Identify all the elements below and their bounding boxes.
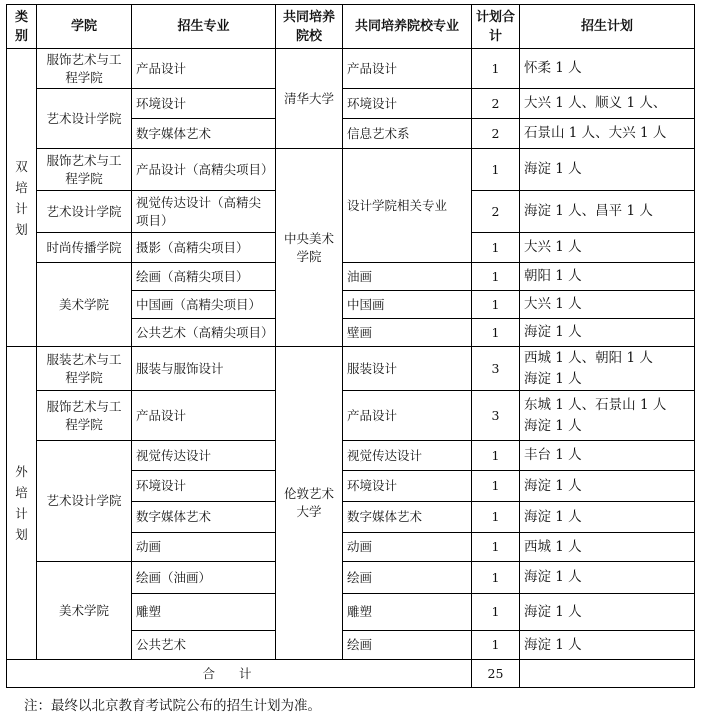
header-major: 招生专业 — [132, 5, 276, 49]
header-partner-school: 共同培养院校 — [276, 5, 343, 49]
major-cell: 产品设计 — [132, 391, 276, 441]
partner-major-cell: 数字媒体艺术 — [343, 502, 472, 533]
plan-cell: 海淀 1 人 — [520, 149, 695, 191]
total-cell: 1 — [472, 533, 520, 562]
total-cell: 2 — [472, 191, 520, 233]
major-cell: 产品设计（高精尖项目） — [132, 149, 276, 191]
total-cell: 1 — [472, 291, 520, 319]
plan-cell: 大兴 1 人 — [520, 291, 695, 319]
major-cell: 绘画（油画） — [132, 562, 276, 594]
major-cell: 服装与服饰设计 — [132, 347, 276, 391]
grand-total: 25 — [472, 660, 520, 688]
major-cell: 摄影（高精尖项目） — [132, 233, 276, 263]
total-cell: 1 — [472, 263, 520, 291]
major-cell: 视觉传达设计（高精尖项目） — [132, 191, 276, 233]
plan-cell: 西城 1 人 — [520, 533, 695, 562]
total-cell: 1 — [472, 149, 520, 191]
total-cell: 1 — [472, 562, 520, 594]
major-cell: 数字媒体艺术 — [132, 502, 276, 533]
plan-cell: 海淀 1 人 — [520, 502, 695, 533]
table-row — [7, 89, 695, 119]
partner-major-cell: 产品设计 — [343, 49, 472, 89]
plan-cell: 东城 1 人、石景山 1 人 海淀 1 人 — [520, 391, 695, 441]
total-cell: 1 — [472, 471, 520, 502]
college-cell: 服饰艺术与工程学院 — [37, 391, 132, 441]
table-row — [7, 263, 695, 291]
college-cell: 美术学院 — [37, 263, 132, 347]
plan-cell: 海淀 1 人、昌平 1 人 — [520, 191, 695, 233]
partner-major-cell: 中国画 — [343, 291, 472, 319]
plan-cell: 石景山 1 人、大兴 1 人 — [520, 119, 695, 149]
partner-major-cell: 环境设计 — [343, 471, 472, 502]
total-cell: 3 — [472, 391, 520, 441]
plan-cell: 西城 1 人、朝阳 1 人 海淀 1 人 — [520, 347, 695, 391]
partner-major-cell: 视觉传达设计 — [343, 441, 472, 471]
college-cell: 艺术设计学院 — [37, 441, 132, 562]
major-cell: 绘画（高精尖项目） — [132, 263, 276, 291]
grand-total-plan — [520, 660, 695, 688]
total-cell: 1 — [472, 594, 520, 631]
partner-major-cell: 绘画 — [343, 631, 472, 660]
table-row — [7, 562, 695, 594]
major-cell: 数字媒体艺术 — [132, 119, 276, 149]
plan-cell: 海淀 1 人 — [520, 319, 695, 347]
table-row — [7, 49, 695, 89]
total-cell: 1 — [472, 631, 520, 660]
footnote: 注：最终以北京教育考试院公布的招生计划为准。 — [24, 698, 321, 714]
major-cell: 公共艺术 — [132, 631, 276, 660]
plan-cell: 海淀 1 人 — [520, 594, 695, 631]
total-cell: 1 — [472, 233, 520, 263]
college-cell: 艺术设计学院 — [37, 89, 132, 149]
plan-cell: 怀柔 1 人 — [520, 49, 695, 89]
category-external: 外培计划 — [7, 347, 37, 660]
plan-cell: 海淀 1 人 — [520, 562, 695, 594]
partner-school-cell: 中央美术学院 — [276, 149, 343, 347]
total-label: 合计 — [7, 660, 472, 688]
enrollment-plan-table — [6, 4, 695, 688]
total-cell: 3 — [472, 347, 520, 391]
plan-cell: 大兴 1 人 — [520, 233, 695, 263]
partner-major-cell: 产品设计 — [343, 391, 472, 441]
header-college: 学院 — [37, 5, 132, 49]
partner-major-cell: 动画 — [343, 533, 472, 562]
category-dual: 双培计划 — [7, 49, 37, 347]
total-cell: 1 — [472, 49, 520, 89]
plan-cell: 海淀 1 人 — [520, 631, 695, 660]
table-row — [7, 347, 695, 391]
college-cell: 美术学院 — [37, 562, 132, 660]
major-cell: 环境设计 — [132, 89, 276, 119]
total-cell: 2 — [472, 89, 520, 119]
partner-major-cell: 信息艺术系 — [343, 119, 472, 149]
plan-cell: 大兴 1 人、顺义 1 人、 — [520, 89, 695, 119]
total-cell: 1 — [472, 441, 520, 471]
partner-major-cell: 壁画 — [343, 319, 472, 347]
major-cell: 动画 — [132, 533, 276, 562]
plan-cell: 丰台 1 人 — [520, 441, 695, 471]
partner-major-cell: 服装设计 — [343, 347, 472, 391]
plan-cell: 朝阳 1 人 — [520, 263, 695, 291]
total-row — [7, 660, 695, 688]
total-cell: 1 — [472, 319, 520, 347]
partner-major-cell: 油画 — [343, 263, 472, 291]
partner-major-cell: 雕塑 — [343, 594, 472, 631]
major-cell: 环境设计 — [132, 471, 276, 502]
table-row — [7, 441, 695, 471]
partner-major-cell: 环境设计 — [343, 89, 472, 119]
table-row — [7, 391, 695, 441]
table-row — [7, 149, 695, 191]
college-cell: 时尚传播学院 — [37, 233, 132, 263]
header-plan: 招生计划 — [520, 5, 695, 49]
total-cell: 1 — [472, 502, 520, 533]
partner-major-cell: 绘画 — [343, 562, 472, 594]
plan-cell: 海淀 1 人 — [520, 471, 695, 502]
major-cell: 视觉传达设计 — [132, 441, 276, 471]
major-cell: 公共艺术（高精尖项目） — [132, 319, 276, 347]
partner-school-cell: 伦敦艺术大学 — [276, 347, 343, 660]
major-cell: 雕塑 — [132, 594, 276, 631]
major-cell: 产品设计 — [132, 49, 276, 89]
total-cell: 2 — [472, 119, 520, 149]
major-cell: 中国画（高精尖项目） — [132, 291, 276, 319]
header-partner-major: 共同培养院校专业 — [343, 5, 472, 49]
partner-major-cell: 设计学院相关专业 — [343, 149, 472, 263]
header-row — [7, 5, 695, 49]
header-total: 计划合计 — [472, 5, 520, 49]
college-cell: 服饰艺术与工程学院 — [37, 49, 132, 89]
college-cell: 服装艺术与工程学院 — [37, 347, 132, 391]
partner-school-cell: 清华大学 — [276, 49, 343, 149]
header-category: 类别 — [7, 5, 37, 49]
college-cell: 艺术设计学院 — [37, 191, 132, 233]
college-cell: 服饰艺术与工程学院 — [37, 149, 132, 191]
